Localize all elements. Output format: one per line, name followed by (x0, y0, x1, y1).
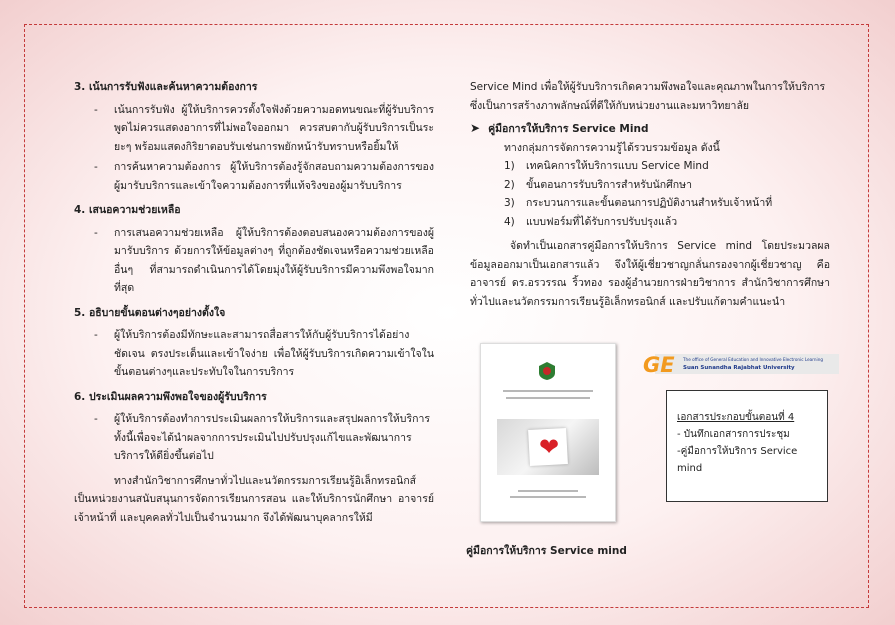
continued-text-line-1: Service Mind เพื่อให้ผู้รับบริการเกิดความพึงพอใจและคุณภาพในการให้บริการ (470, 81, 826, 93)
list-item: 2) ขั้นตอนการรับบริการสำหรับนักศึกษา (504, 178, 692, 191)
continued-text-line-2: ซึ่งเป็นการสร้างภาพลักษณ์ที่ดีให้กับหน่วยงานและมหาวิทยาลัย (470, 99, 750, 112)
arrow-bullet-icon: ➤ (470, 121, 481, 135)
section-4-heading: 4. เสนอความช่วยเหลือ (74, 204, 181, 216)
attachment-box (666, 390, 828, 502)
section-5-heading: 5. อธิบายขั้นตอนต่างๆอย่างตั้งใจ (74, 306, 226, 319)
list-item: - เน้นการรับฟัง ผู้ให้บริการควรตั้งใจฟังด้วยความอดทนขณะที่ผู้รับบริการพูดไม่ควรแสดงอาการที่ไม่พอใจออกมา ควรสบตากับผู้รับบริการเป็นระยะๆ พร้อมแสดงกิริยาตอบรับเช่นการพยักหน้ารับทราบหรือยิ้มให้ (94, 101, 434, 157)
section-3-heading: 3. เน้นการรับฟังและค้นหาความต้องการ (74, 81, 258, 93)
ge-office-logo (643, 352, 839, 376)
list-item: 4) แบบฟอร์มที่ได้รับการปรับปรุงแล้ว (504, 215, 678, 228)
cover-footer-line (518, 490, 578, 492)
image-caption: คู่มือการให้บริการ Service mind (466, 545, 627, 557)
closing-paragraph: ทางสำนักวิชาการศึกษาทั่วไปและนวัตกรรมการเรียนรู้อิเล็กทรอนิกส์ เป็นหน่วยงานสนับสนุนการจัดการเรียนการสอน และให้บริการนักศึกษา อาจารย์ เจ้าหน้าที่ และบุคคลทั่วไปเป็นจำนวนมาก จึงได้พัฒนาบุคลากรให้มี (74, 474, 434, 524)
section-3-list (74, 101, 434, 196)
manual-heading-text: คู่มือการให้บริการ Service Mind (488, 123, 649, 135)
cover-title-line (503, 390, 593, 392)
manual-heading (470, 119, 830, 139)
list-item: - การเสนอความช่วยเหลือ ผู้ให้บริการต้องตอบสนองความต้องการของผู้มารับบริการ ด้วยการให้ข้อมูลต่างๆ ที่ถูกต้องชัดเจนหรือความช่วยเหลืออื่นๆ ที่สามารถดำเนินการได้โดยมุ่งให้ผู้รับบริการมีความพึงพอใจมากที่สุด (94, 224, 434, 298)
cover-photo (497, 419, 599, 475)
university-seal-icon (539, 362, 555, 380)
list-item: 1) เทคนิคการให้บริการแบบ Service Mind (504, 160, 709, 172)
logo-line-1: The office of General Education and Innovative Electronic Learning (683, 357, 824, 362)
heart-icon: ❤ (539, 433, 560, 461)
cover-footer-line (510, 496, 586, 498)
publish-paragraph: จัดทำเป็นเอกสารคู่มือการให้บริการ Service mind โดยประมวลผลข้อมูลออกมาเป็นเอกสารแล้ว จึงให้ผู้เชี่ยวชาญกลั่นกรองจากผู้เชี่ยวชาญ คือ อาจารย์ ดร.อรวรรณ ริ้วทอง รองผู้อำนวยการฝ่ายวิชาการ สำนักวิชาการศึกษาทั่วไปและนวัตกรรมการเรียนรู้อิเล็กทรอนิกส์ และปรับแก้ตามคำแนะนำ (470, 240, 830, 308)
list-item: - การค้นหาความต้องการ ผู้ให้บริการต้องรู้จักสอบถามความต้องการของผู้มารับบริการและเข้าใจความต้องการที่แท้จริงของผู้มารับบริการ (94, 158, 434, 195)
right-column (470, 78, 830, 311)
section-6-heading: 6. ประเมินผลความพึงพอใจของผู้รับบริการ (74, 390, 267, 403)
list-item: 3) กระบวนการและขั้นตอนการปฏิบัติงานสำหรับเจ้าหน้าที่ (504, 197, 773, 209)
attachment-item: - บันทึกเอกสารการประชุม (677, 429, 790, 440)
section-5-list (74, 326, 434, 382)
manual-intro: ทางกลุ่มการจัดการความรู้ได้รวบรวมข้อมูล ดังนี้ (504, 141, 720, 154)
manual-cover-image (480, 343, 616, 522)
list-item: - ผู้ให้บริการต้องมีทักษะและสามารถสื่อสารให้กับผู้รับบริการได้อย่างชัดเจน ตรงประเด็นและเข้าใจง่าย เพื่อให้ผู้รับบริการเกิดความเข้าใจในขั้นตอนต่างๆและประทับใจในการบริการ (94, 326, 434, 382)
section-6-list (74, 410, 434, 466)
left-column (74, 78, 434, 527)
cover-title-line (506, 397, 590, 399)
logo-line-2: Suan Sunandha Rajabhat University (683, 365, 795, 371)
attachment-title: เอกสารประกอบขั้นตอนที่ 4 (677, 412, 795, 423)
manual-contents-list (470, 157, 830, 231)
logo-mark: GE (643, 353, 675, 376)
section-4-list (74, 224, 434, 298)
attachment-item: -คู่มือการให้บริการ Service mind (677, 446, 798, 474)
list-item: - ผู้ให้บริการต้องทำการประเมินผลการให้บริการและสรุปผลการให้บริการ ทั้งนี้เพื่อจะได้นำผลจากการประเมินไปปรับปรุงแก้ไขและพัฒนาการบริการให้ดียิ่งขึ้นต่อไป (94, 410, 434, 466)
